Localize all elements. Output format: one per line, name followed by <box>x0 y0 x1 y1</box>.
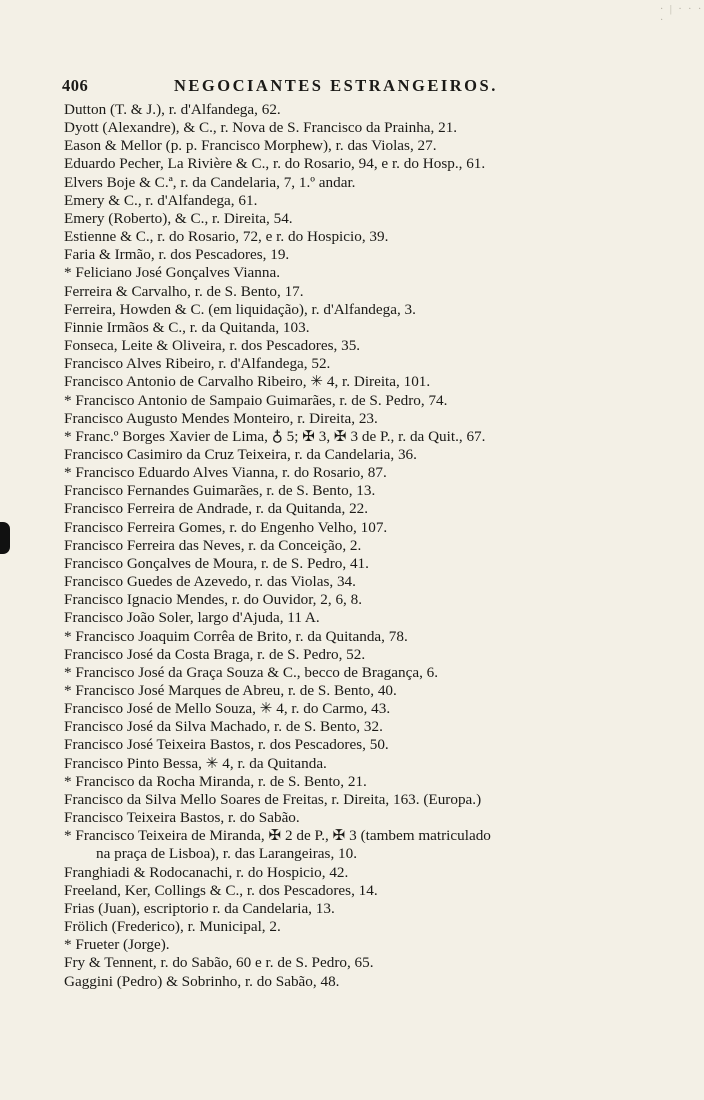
list-item: Finnie Irmãos & C., r. da Quitanda, 103. <box>64 318 310 336</box>
list-item: Francisco João Soler, largo d'Ajuda, 11 A. <box>64 609 320 627</box>
list-item: Gaggini (Pedro) & Sobrinho, r. do Sabão, 48. <box>64 972 340 990</box>
list-item: * Francisco José da Graça Souza & C., becco de Bragança, 6. <box>64 663 439 681</box>
list-item: * Francisco Teixeira de Miranda, ✠ 2 de P., ✠ 3 (tambem matriculado <box>64 827 491 845</box>
binding-clip-mark <box>0 522 10 554</box>
list-item: Estienne & C., r. do Rosario, 72, e r. do Hospicio, 39. <box>64 228 389 246</box>
running-title: NEGOCIANTES ESTRANGEIROS. <box>174 76 498 95</box>
list-item: Dyott (Alexandre), & C., r. Nova de S. Francisco da Prainha, 21. <box>64 119 458 137</box>
list-item: Francisco José de Mello Souza, ✳ 4, r. do Carmo, 43. <box>64 700 391 718</box>
list-item: Francisco Ferreira Gomes, r. do Engenho Velho, 107. <box>64 518 388 536</box>
list-item: Fonseca, Leite & Oliveira, r. dos Pescadores, 35. <box>64 337 361 355</box>
list-item: Francisco Ferreira das Neves, r. da Conceição, 2. <box>64 536 362 554</box>
list-item: Faria & Irmão, r. dos Pescadores, 19. <box>64 246 290 264</box>
list-item: Francisco Ferreira de Andrade, r. da Quitanda, 22. <box>64 500 369 518</box>
directory-list <box>64 101 684 991</box>
page-number: 406 <box>62 76 89 95</box>
list-item: Frias (Juan), escriptorio r. da Candelaria, 13. <box>64 899 335 917</box>
list-item: * Feliciano José Gonçalves Vianna. <box>64 264 281 282</box>
list-item: Francisco José da Costa Braga, r. de S. Pedro, 52. <box>64 645 366 663</box>
list-item: Frölich (Frederico), r. Municipal, 2. <box>64 918 281 936</box>
list-item: Francisco José Teixeira Bastos, r. dos Pescadores, 50. <box>64 736 389 754</box>
list-item: Francisco Fernandes Guimarães, r. de S. Bento, 13. <box>64 482 376 500</box>
list-item: Elvers Boje & C.ª, r. da Candelaria, 7, 1.º andar. <box>64 173 356 191</box>
list-item: * Francisco Antonio de Sampaio Guimarães, r. de S. Pedro, 74. <box>64 391 448 409</box>
list-item: * Francisco Eduardo Alves Vianna, r. do Rosario, 87. <box>64 464 387 482</box>
list-item: * Francisco da Rocha Miranda, r. de S. Bento, 21. <box>64 772 367 790</box>
list-item: Francisco Teixeira Bastos, r. do Sabão. <box>64 809 300 827</box>
list-item: Francisco Alves Ribeiro, r. d'Alfandega, 52. <box>64 355 331 373</box>
page-header <box>62 76 662 98</box>
list-item: Francisco da Silva Mello Soares de Freitas, r. Direita, 163. (Europa.) <box>64 790 482 808</box>
list-item: * Frueter (Jorge). <box>64 936 170 954</box>
list-item: Ferreira, Howden & C. (em liquidação), r. d'Alfandega, 3. <box>64 300 416 318</box>
list-item: Freeland, Ker, Collings & C., r. dos Pescadores, 14. <box>64 881 378 899</box>
list-item: Francisco Augusto Mendes Monteiro, r. Direita, 23. <box>64 409 378 427</box>
list-item: * Francisco Joaquim Corrêa de Brito, r. da Quitanda, 78. <box>64 627 408 645</box>
list-item: Franghiadi & Rodocanachi, r. do Hospicio, 42. <box>64 863 349 881</box>
list-item: Fry & Tennent, r. do Sabão, 60 e r. de S. Pedro, 65. <box>64 954 374 972</box>
list-item: Dutton (T. & J.), r. d'Alfandega, 62. <box>64 101 281 118</box>
list-item: Francisco Pinto Bessa, ✳ 4, r. da Quitanda. <box>64 754 327 772</box>
bleed-through-mark: · | · · · · <box>660 4 704 26</box>
list-item: Francisco Gonçalves de Moura, r. de S. Pedro, 41. <box>64 554 369 572</box>
list-item-continuation: na praça de Lisboa), r. das Larangeiras, 10. <box>96 845 358 863</box>
list-item: Francisco Antonio de Carvalho Ribeiro, ✳ 4, r. Direita, 101. <box>64 373 431 391</box>
list-item: Eduardo Pecher, La Rivière & C., r. do Rosario, 94, e r. do Hosp., 61. <box>64 155 486 173</box>
list-item: Francisco José da Silva Machado, r. de S. Bento, 32. <box>64 718 383 736</box>
list-item: Emery (Roberto), & C., r. Direita, 54. <box>64 209 293 227</box>
list-item: Francisco Guedes de Azevedo, r. das Violas, 34. <box>64 573 356 591</box>
list-item: Eason & Mellor (p. p. Francisco Morphew), r. das Violas, 27. <box>64 137 437 155</box>
list-item: Francisco Casimiro da Cruz Teixeira, r. da Candelaria, 36. <box>64 445 417 463</box>
list-item: Francisco Ignacio Mendes, r. do Ouvidor, 2, 6, 8. <box>64 591 363 609</box>
list-item: Ferreira & Carvalho, r. de S. Bento, 17. <box>64 282 304 300</box>
list-item: Emery & C., r. d'Alfandega, 61. <box>64 191 258 209</box>
list-item: * Franc.º Borges Xavier de Lima, ♁ 5; ✠ 3, ✠ 3 de P., r. da Quit., 67. <box>64 427 486 445</box>
list-item: * Francisco José Marques de Abreu, r. de S. Bento, 40. <box>64 682 397 699</box>
